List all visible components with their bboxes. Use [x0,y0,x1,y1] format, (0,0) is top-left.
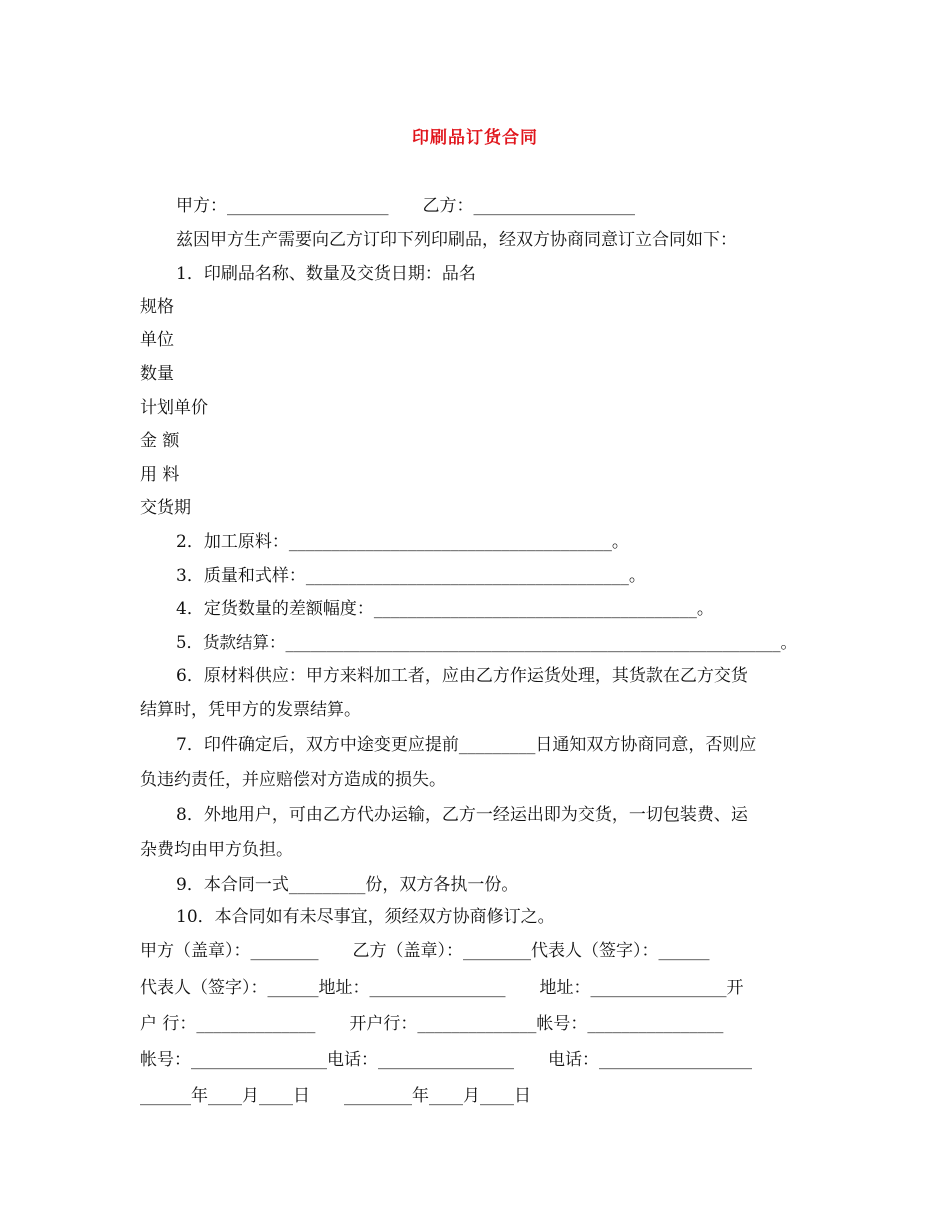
clause-10: 10．本合同如有未尽事宜，须经双方协商修订之。 [176,907,555,927]
clause-8-line-2: 杂费均由甲方负担。 [140,840,293,860]
item-field-quantity: 数量 [140,364,174,384]
clause-6-line-2: 结算时，凭甲方的发票结算。 [140,700,361,720]
intro-paragraph: 兹因甲方生产需要向乙方订印下列印刷品，经双方协商同意订立合同如下： [176,230,737,250]
clause-3: 3．质量和式样：______________________________________。 [176,566,646,586]
signature-line-1: 甲方（盖章）：________ 乙方（盖章）：________代表人（签字）：______ [140,941,710,961]
clause-9: 9．本合同一式_________份，双方各执一份。 [176,875,519,895]
item-field-delivery-date: 交货期 [140,498,191,518]
clause-8-line-1: 8．外地用户，可由乙方代办运输，乙方一经运出即为交货，一切包装费、运 [176,805,748,825]
date-line: ______年____月____日 ________年____月____日 [140,1086,531,1106]
clause-2: 2．加工原料：______________________________________。 [176,532,629,552]
clause-7-line-1: 7．印件确定后，双方中途变更应提前_________日通知双方协商同意，否则应 [176,735,757,755]
clause-1-heading: 1．印刷品名称、数量及交货日期：品名 [176,264,476,284]
clause-6-line-1: 6．原材料供应：甲方来料加工者，应由乙方作运货处理，其货款在乙方交货 [176,666,748,686]
signature-line-2: 代表人（签字）：______地址：________________ 地址：________________开 [140,978,744,998]
signature-line-4: 帐号：________________电话：________________ 电话：__________________ [140,1050,752,1070]
clause-5: 5．货款结算：____________________________________________________________。 [176,633,797,652]
item-field-unit: 单位 [140,330,174,350]
item-field-amount: 金 额 [140,431,180,451]
item-field-spec: 规格 [140,297,174,317]
item-field-unit-price: 计划单价 [140,398,208,418]
parties-line: 甲方：___________________ 乙方：___________________ [176,196,635,216]
document-title: 印刷品订货合同 [412,128,538,148]
signature-line-3: 户 行：______________ 开户行：______________帐号：________________ [140,1014,724,1034]
clause-4: 4．定货数量的差额幅度：______________________________________。 [176,599,714,619]
item-field-material: 用 料 [140,465,180,485]
clause-7-line-2: 负违约责任，并应赔偿对方造成的损失。 [140,770,446,790]
